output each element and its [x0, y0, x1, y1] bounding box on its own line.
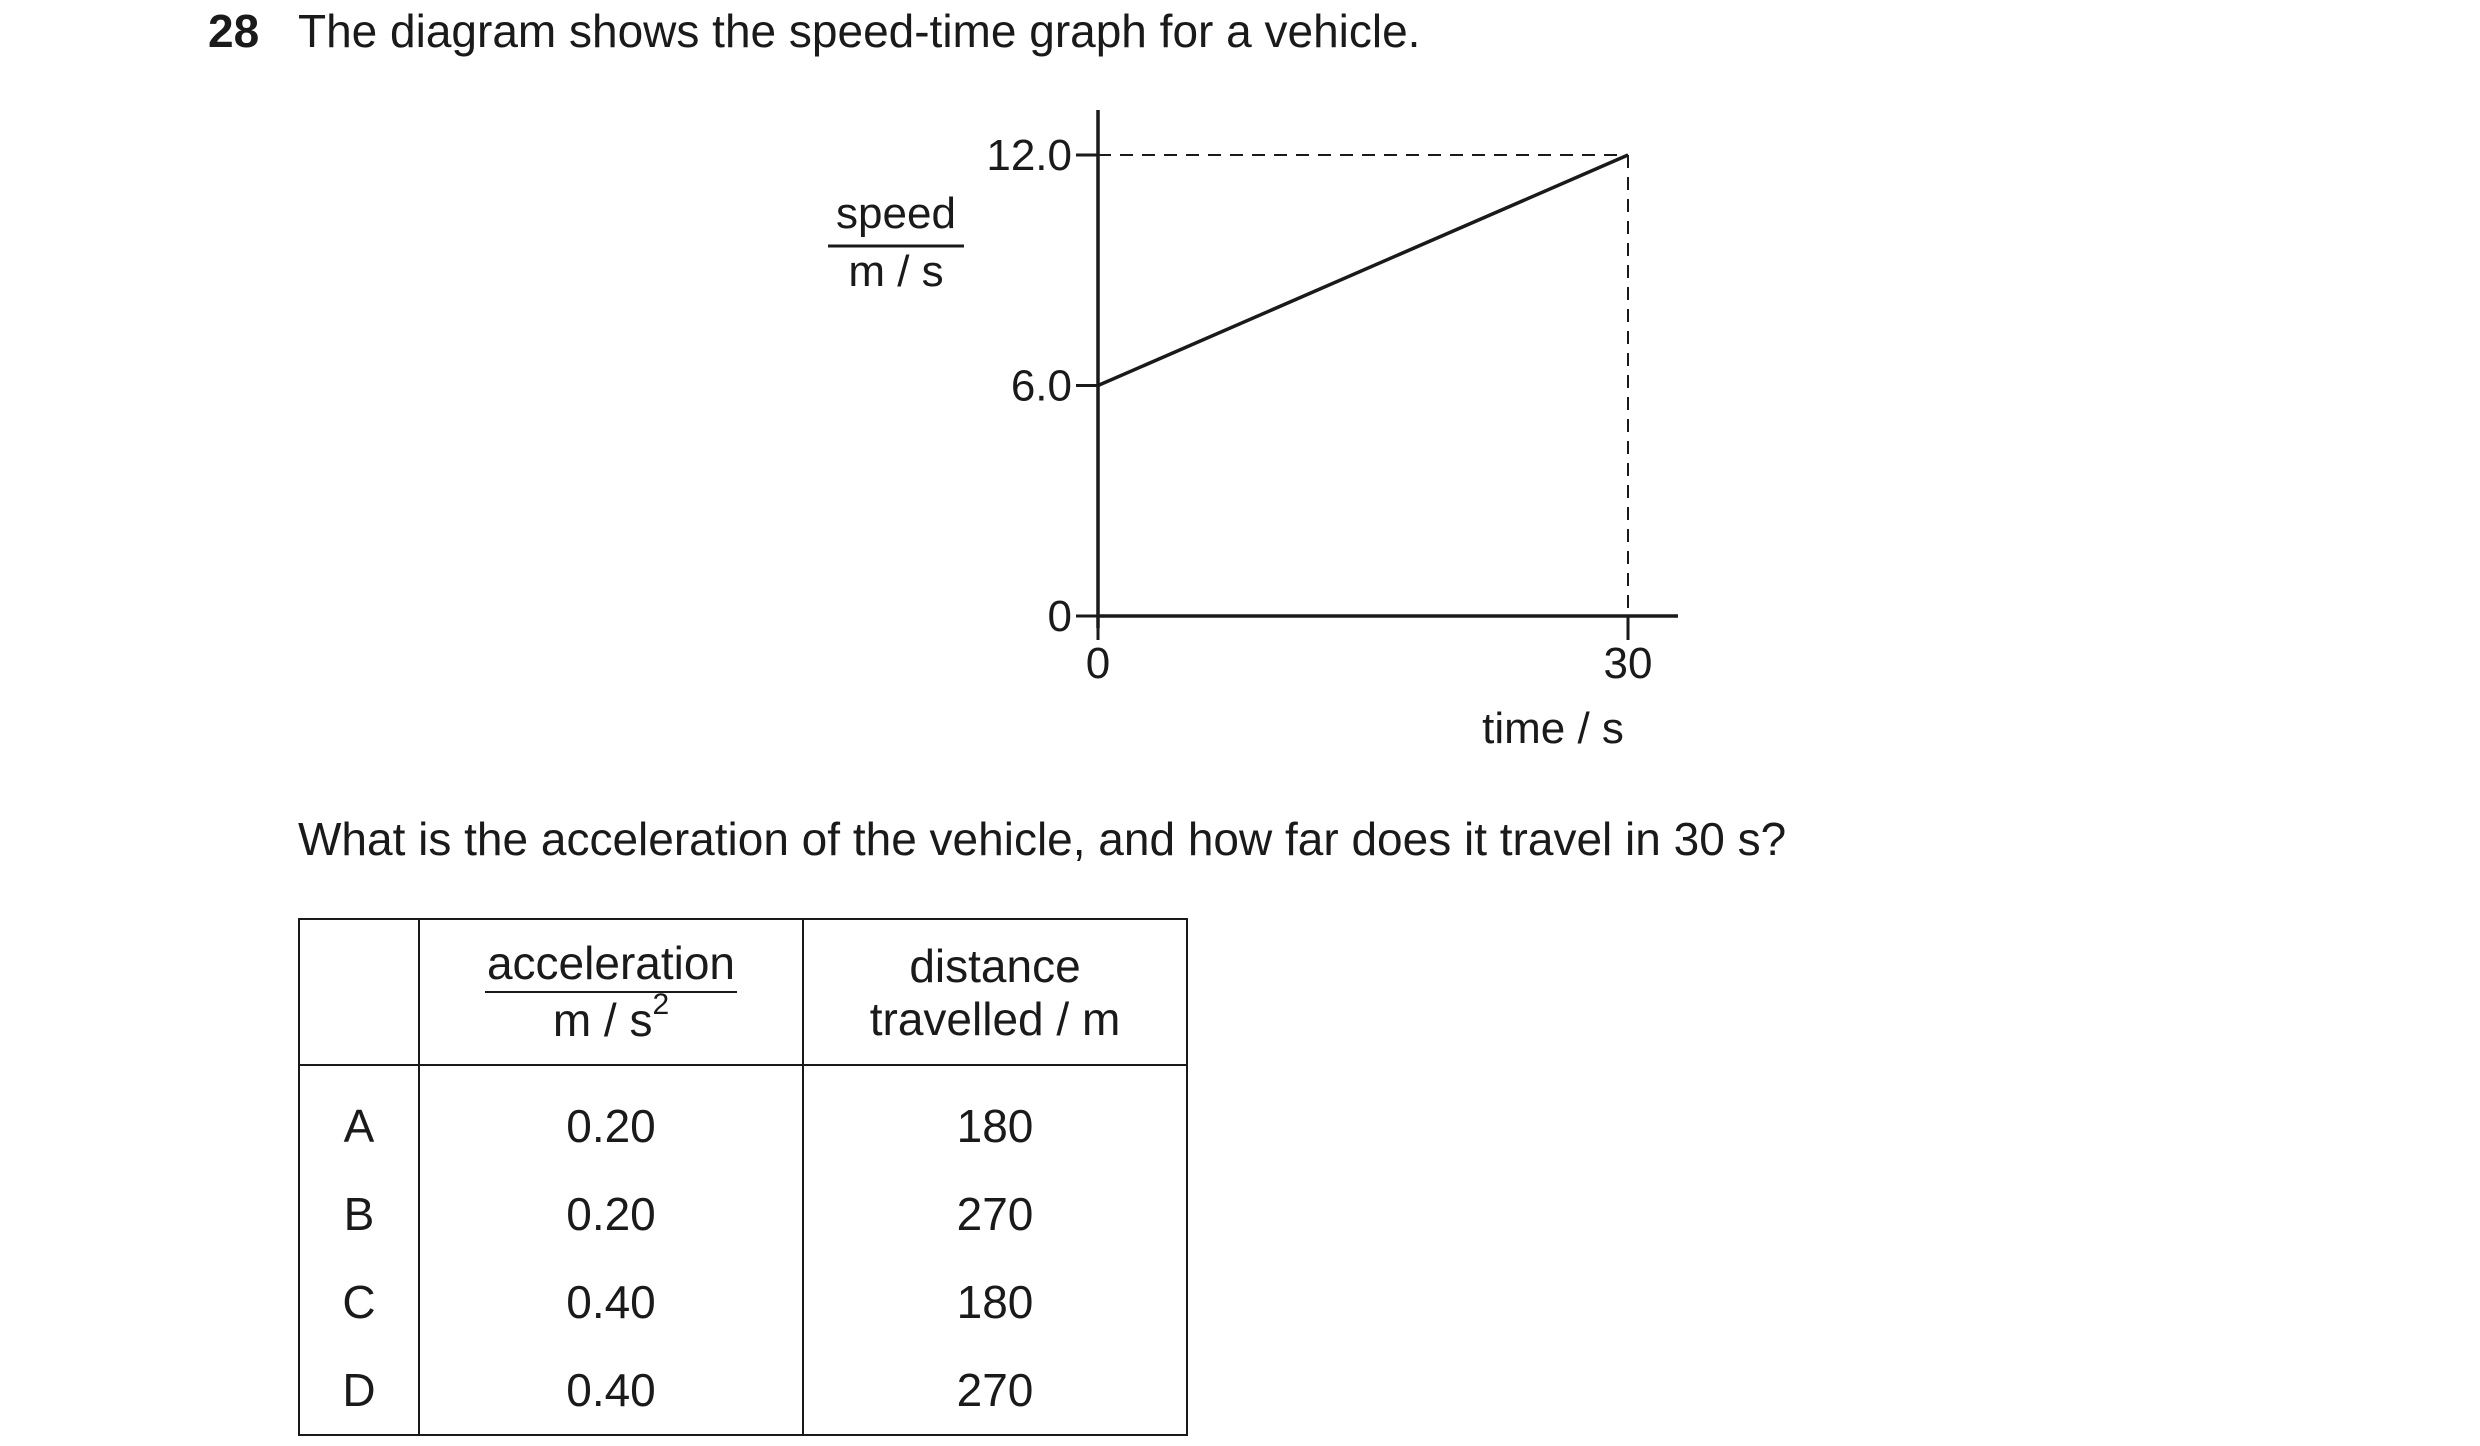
option-row-b[interactable]: [299, 1170, 1187, 1258]
table-header-row: [299, 919, 1187, 1065]
x-tick-label: 0: [1085, 639, 1111, 688]
y-axis-label-bottom: m / s: [848, 247, 944, 296]
header-acceleration: [419, 919, 803, 1065]
header-blank-cell: [299, 919, 419, 1065]
acceleration-unit: m / $s^2$: [552, 988, 670, 1046]
distance-label: distance: [909, 940, 1081, 993]
option-distance: 180: [803, 1065, 1187, 1170]
option-letter: B: [299, 1170, 419, 1258]
x-tick-label: 30: [1603, 639, 1653, 688]
option-distance: 270: [803, 1346, 1187, 1435]
option-row-d[interactable]: [299, 1346, 1187, 1435]
y-tick-label: 12.0: [986, 131, 1072, 180]
question-text: The diagram shows the speed-time graph for a vehicle.: [298, 5, 1421, 57]
answer-options-table: [298, 918, 1188, 1436]
option-letter: D: [299, 1346, 419, 1435]
option-row-c[interactable]: [299, 1258, 1187, 1346]
option-acceleration: 0.20: [419, 1170, 803, 1258]
y-tick-label: 6.0: [1010, 361, 1072, 411]
option-acceleration: 0.40: [419, 1346, 803, 1435]
option-acceleration: 0.40: [419, 1258, 803, 1346]
option-distance: 180: [803, 1258, 1187, 1346]
question-prompt: What is the acceleration of the vehicle, and how far does it travel in 30 s?: [298, 813, 1787, 865]
question-number: 28: [208, 5, 260, 57]
option-distance: 270: [803, 1170, 1187, 1258]
header-distance: [803, 919, 1187, 1065]
option-row-a[interactable]: [299, 1065, 1187, 1170]
x-axis-label: time / s: [1482, 704, 1624, 753]
acceleration-label: acceleration: [485, 938, 737, 993]
y-tick-label: 0: [1047, 592, 1072, 641]
option-acceleration: 0.20: [419, 1065, 803, 1170]
speed-line: [1098, 155, 1628, 386]
option-letter: A: [299, 1065, 419, 1170]
y-axis-label-top: speed: [836, 189, 956, 238]
distance-unit: travelled / m: [869, 993, 1121, 1045]
option-letter: C: [299, 1258, 419, 1346]
